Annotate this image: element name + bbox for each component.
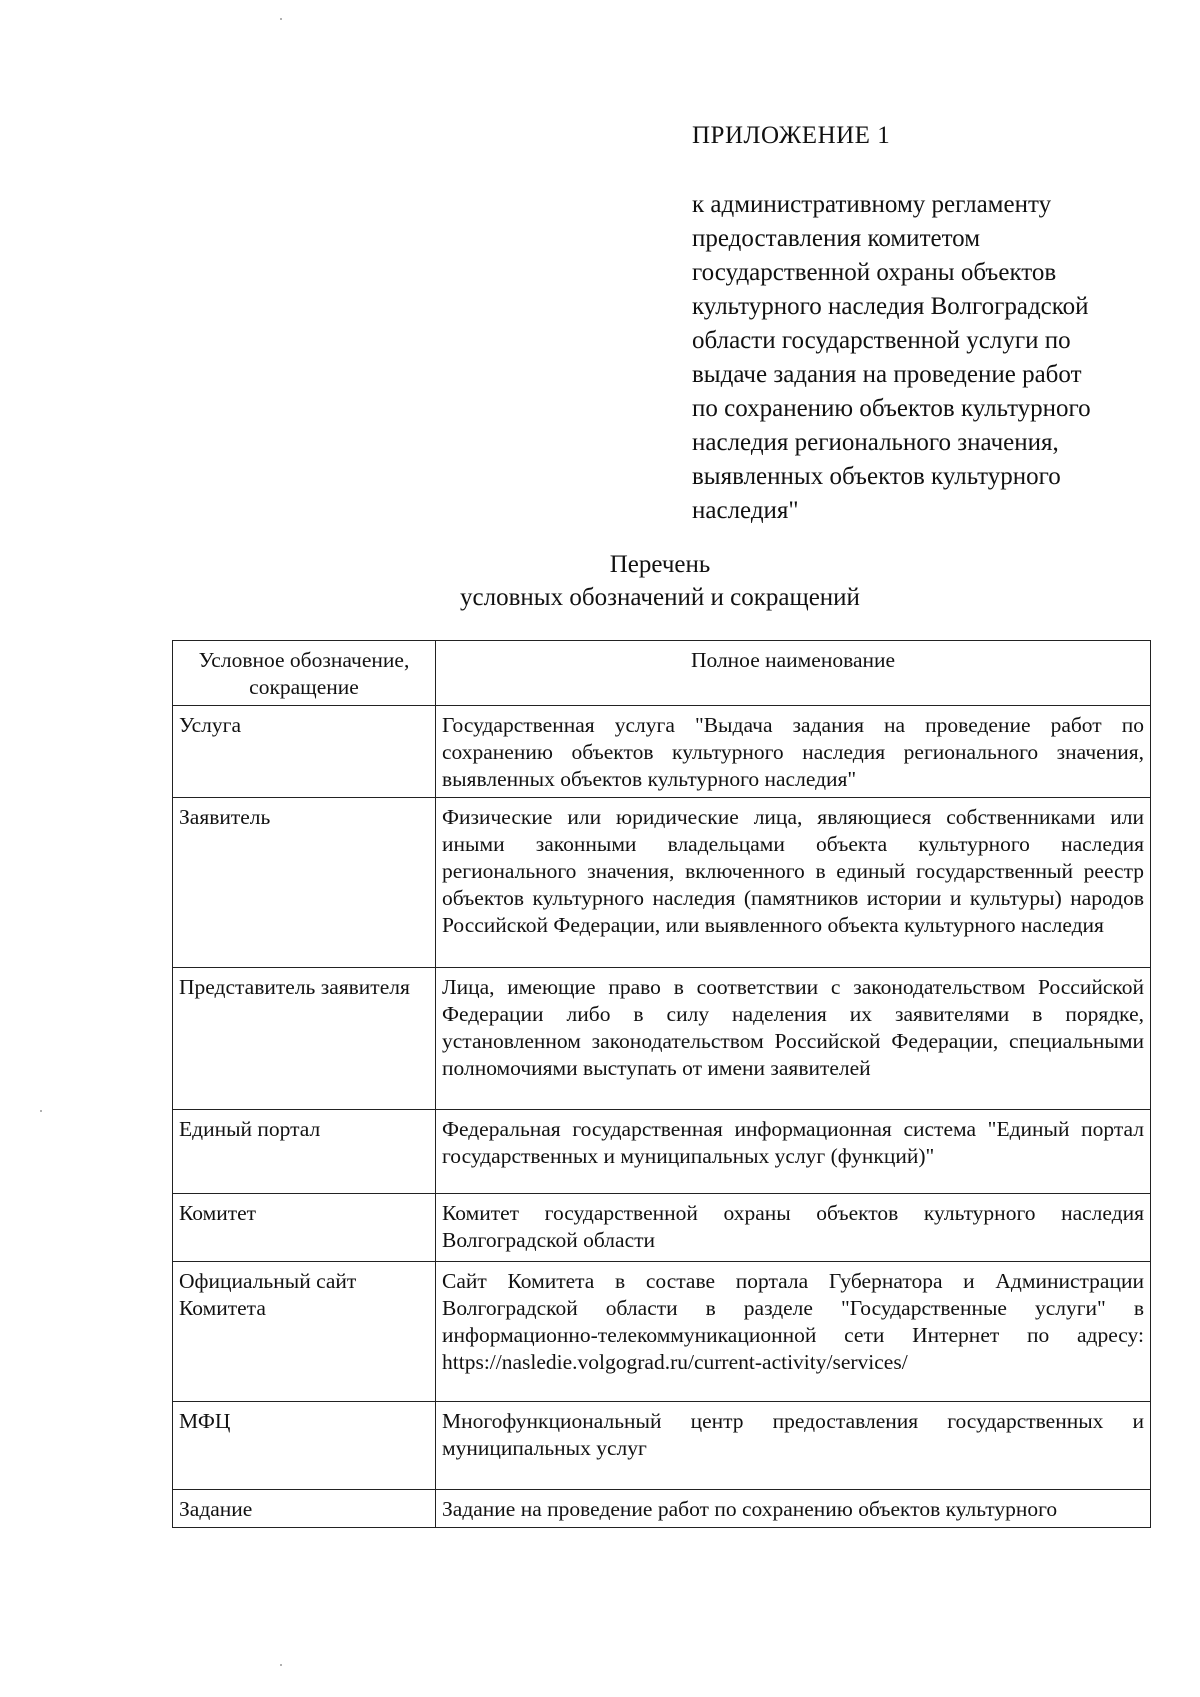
table-row [173,1194,1151,1262]
table-row [173,1402,1151,1490]
appendix-line: культурного наследия Волгоградской [692,293,1089,320]
appendix-line: выдаче задания на проведение работ [692,361,1082,388]
row-full-name: Задание на проведение работ по сохранению объектов культурного [436,1490,1151,1528]
table-row [173,968,1151,1110]
table-row [173,1262,1151,1402]
table-row [173,706,1151,798]
appendix-subtitle [692,188,1162,528]
row-term: МФЦ [173,1402,436,1490]
appendix-line: наследия регионального значения, [692,429,1059,456]
appendix-line: государственной охраны объектов [692,259,1057,286]
appendix-title: ПРИЛОЖЕНИЕ 1 [692,122,891,149]
scan-speck [280,18,282,20]
header-full-name: Полное наименование [436,641,1151,706]
row-full-name: Многофункциональный центр предоставления государственных и муниципальных услуг [436,1402,1151,1490]
appendix-line: к административному регламенту [692,191,1052,218]
row-term: Комитет [173,1194,436,1262]
table-row [173,1110,1151,1194]
row-term: Представитель заявителя [173,968,436,1110]
row-full-name: Государственная услуга "Выдача задания на проведение работ по сохранению объектов культурного наследия регионального значения, выявленных объектов культурного наследия" [436,706,1151,798]
row-full-name: Сайт Комитета в составе портала Губернатора и Администрации Волгоградской области в разделе "Государственные услуги" в информационно-телекоммуникационной сети Интернет по адресу: https://nasledie.volgograd.ru/current-activity/services/ [436,1262,1151,1402]
appendix-line: области государственной услуги по [692,327,1071,354]
appendix-line: предоставления комитетом [692,225,981,252]
row-full-name: Комитет государственной охраны объектов культурного наследия Волгоградской области [436,1194,1151,1262]
table-row [173,798,1151,968]
table-header-row [173,641,1151,706]
row-term: Задание [173,1490,436,1528]
appendix-line: по сохранению объектов культурного [692,395,1091,422]
row-term: Единый портал [173,1110,436,1194]
abbreviations-table [172,640,1151,1528]
list-title-line-2: условных обозначений и сокращений [460,584,860,611]
appendix-line: выявленных объектов культурного [692,463,1061,490]
row-term: Официальный сайт Комитета [173,1262,436,1402]
row-term: Заявитель [173,798,436,968]
row-full-name: Лица, имеющие право в соответствии с законодательством Российской Федерации либо в силу наделения их заявителями в порядке, установленном законодательством Российской Федерации, специальными полномочиями выступать от имени заявителей [436,968,1151,1110]
list-title-line-1: Перечень [609,551,711,578]
scan-speck [280,1664,282,1666]
header-term: Условное обозначение, сокращение [173,641,436,706]
appendix-line: наследия" [692,497,799,524]
row-full-name: Физические или юридические лица, являющиеся собственниками или иными законными владельцами объекта культурного наследия регионального значения, включенного в единый государственный реестр объектов культурного наследия (памятников истории и культуры) народов Российской Федерации, или выявленного объекта культурного наследия [436,798,1151,968]
row-full-name: Федеральная государственная информационная система "Единый портал государственных и муниципальных услуг (функций)" [436,1110,1151,1194]
table-row [173,1490,1151,1528]
row-term: Услуга [173,706,436,798]
list-title [0,548,1200,614]
scan-speck [40,1110,42,1112]
